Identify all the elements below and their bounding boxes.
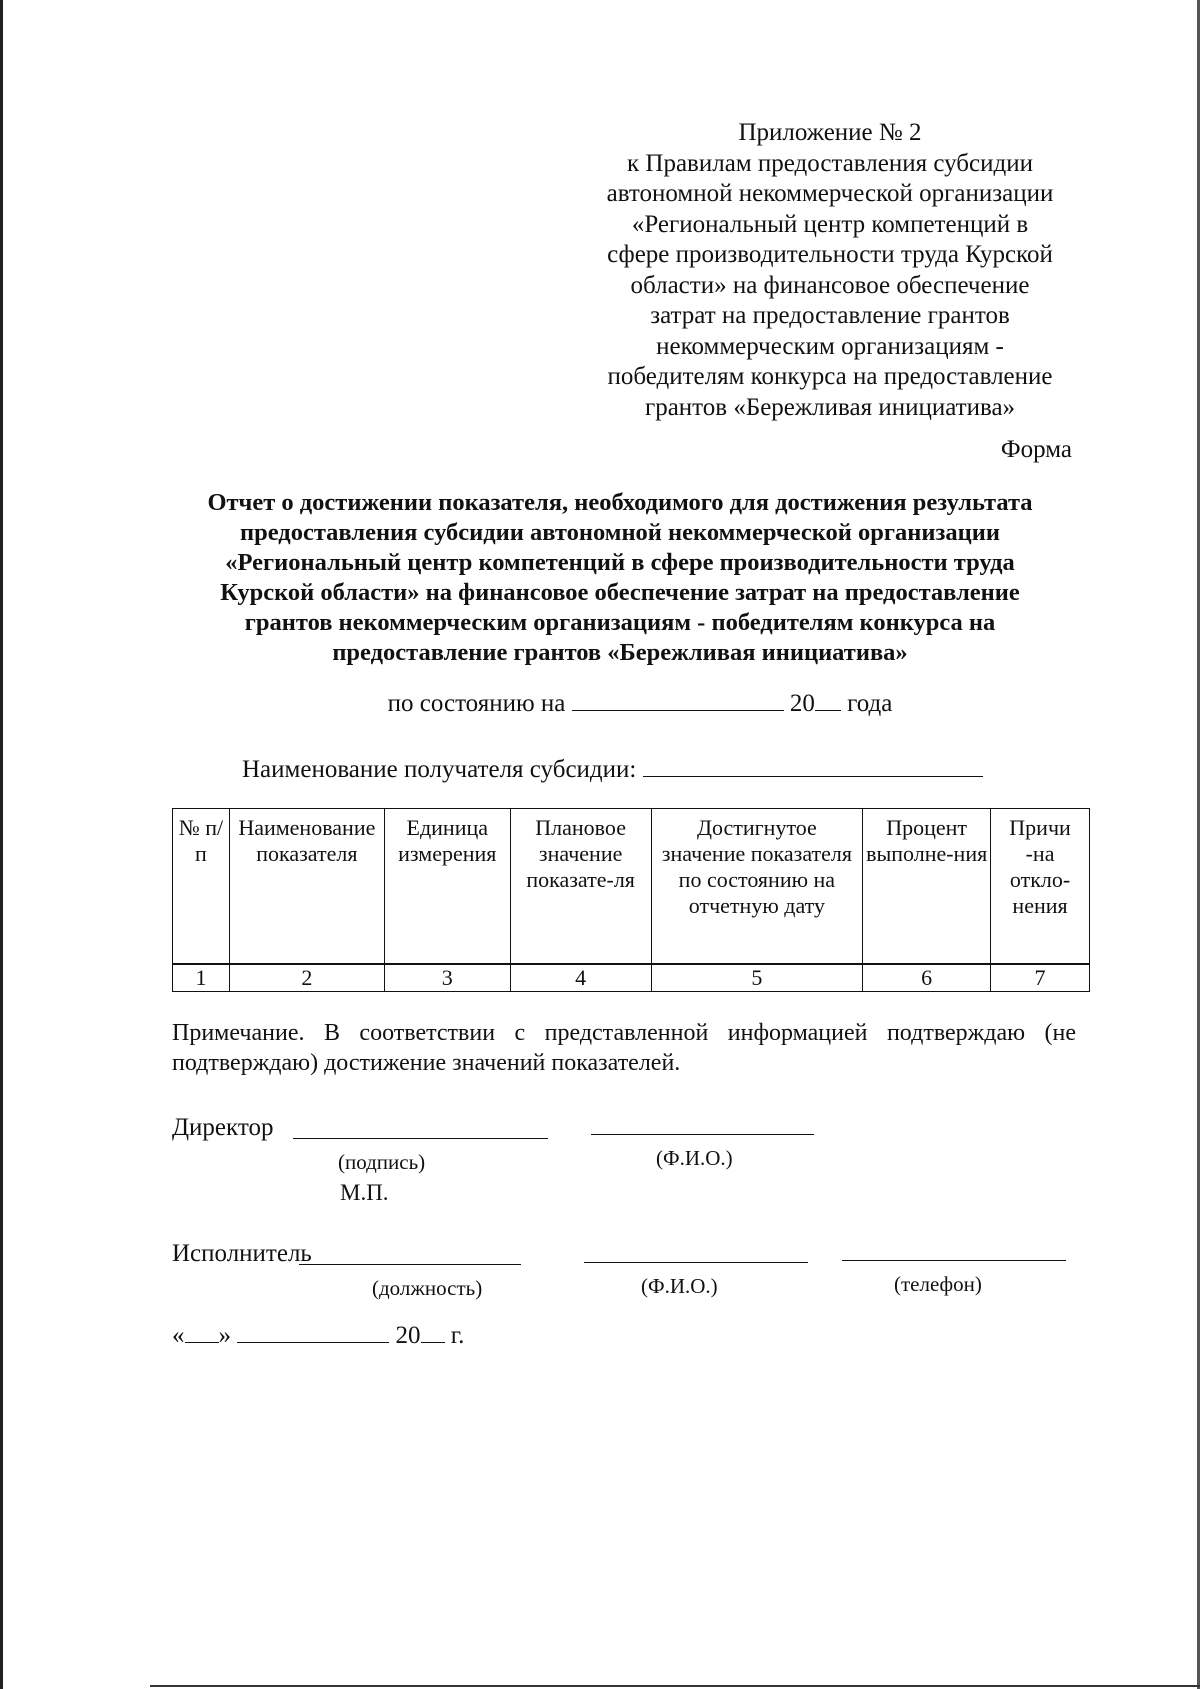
appendix-line: грантов «Бережливая инициатива»	[644, 393, 1016, 421]
director-label: Директор	[172, 1114, 274, 1141]
appendix-line: к Правилам предоставления субсидии	[627, 149, 1033, 177]
executor-name-line[interactable]	[584, 1262, 808, 1263]
appendix-line: области» на финансовое обеспечение	[630, 271, 1030, 299]
table-header-row	[173, 809, 1090, 965]
form-label: Форма	[1000, 436, 1072, 463]
date-open-quote: «	[172, 1322, 185, 1349]
date-year-blank[interactable]	[421, 1320, 445, 1343]
date-month-blank[interactable]	[237, 1320, 389, 1343]
appendix-line: сфере производительности труда Курской	[607, 241, 1053, 268]
as-of-prefix: по состоянию на	[387, 690, 566, 717]
appendix-line: затрат на предоставление грантов	[650, 302, 1010, 329]
title-line: «Региональный центр компетенций в сфере производительности труда	[225, 549, 1015, 576]
recipient-line	[242, 754, 983, 784]
header-cell-deviation-reason: Причи -на откло-нения	[991, 809, 1090, 965]
title-line: Отчет о достижении показателя, необходимого для достижения результата	[207, 489, 1033, 516]
title-line: предоставление грантов «Бережливая инициатива»	[332, 639, 908, 666]
director-name-caption: (Ф.И.О.)	[656, 1146, 733, 1170]
column-number-cell: 1	[173, 964, 230, 992]
table-column-numbers-row	[173, 964, 1090, 992]
title-line: грантов некоммерческим организациям - победителям конкурса на	[244, 609, 996, 636]
executor-label: Исполнитель	[172, 1240, 312, 1267]
header-cell-unit: Единица измерения	[384, 809, 510, 965]
executor-position-caption: (должность)	[372, 1276, 483, 1300]
date-line	[172, 1320, 464, 1350]
as-of-suffix: года	[847, 690, 893, 717]
director-name-line[interactable]	[591, 1134, 814, 1135]
appendix-line: автономной некоммерческой организации	[606, 180, 1054, 207]
column-number-cell: 2	[229, 964, 384, 992]
indicator-table	[172, 808, 1090, 992]
as-of-year-blank[interactable]	[815, 688, 841, 711]
header-cell-indicator-name: Наименование показателя	[229, 809, 384, 965]
appendix-line: победителям конкурса на предоставление	[607, 363, 1053, 390]
column-number-cell: 5	[651, 964, 863, 992]
title-line: Курской области» на финансовое обеспечение затрат на предоставление	[220, 579, 1020, 606]
as-of-date-line	[300, 688, 980, 718]
date-year-prefix: 20	[395, 1322, 421, 1349]
column-number-cell: 7	[991, 964, 1090, 992]
header-cell-achieved-value: Достигнутое значение показателя по состоянию на отчетную дату	[651, 809, 863, 965]
column-number-cell: 3	[384, 964, 510, 992]
column-number-cell: 6	[863, 964, 991, 992]
executor-phone-caption: (телефон)	[894, 1272, 982, 1296]
appendix-line: Приложение № 2	[738, 119, 922, 146]
executor-position-line[interactable]	[299, 1264, 521, 1265]
scan-border-bottom	[150, 1685, 1200, 1687]
date-close-quote: »	[218, 1322, 231, 1349]
header-cell-number: № п/п	[173, 809, 230, 965]
date-day-blank[interactable]	[185, 1320, 219, 1343]
report-title	[150, 488, 1090, 668]
stamp-placeholder: М.П.	[340, 1180, 389, 1205]
header-cell-percent: Процент выполне-ния	[863, 809, 991, 965]
date-year-suffix: г.	[450, 1322, 465, 1349]
appendix-line: «Региональный центр компетенций в	[631, 210, 1029, 238]
executor-name-caption: (Ф.И.О.)	[641, 1274, 718, 1298]
recipient-label: Наименование получателя субсидии:	[242, 756, 637, 783]
appendix-line: некоммерческим организациям -	[656, 332, 1004, 360]
director-signature-line[interactable]	[293, 1138, 548, 1139]
recipient-name-blank[interactable]	[643, 754, 983, 777]
column-number-cell: 4	[510, 964, 651, 992]
header-cell-planned-value: Плановое значение показате-ля	[510, 809, 651, 965]
as-of-date-blank[interactable]	[572, 688, 784, 711]
executor-phone-line[interactable]	[842, 1260, 1066, 1261]
as-of-year-prefix: 20	[789, 690, 815, 717]
director-signature-caption: (подпись)	[338, 1150, 426, 1174]
scan-border-left	[0, 0, 3, 1689]
note-paragraph: Примечание. В соответствии с представленной информацией подтверждаю (не подтверждаю) достижение значений показателей.	[172, 1020, 1076, 1076]
title-line: предоставления субсидии автономной некоммерческой организации	[240, 519, 1000, 546]
appendix-header	[570, 118, 1090, 423]
